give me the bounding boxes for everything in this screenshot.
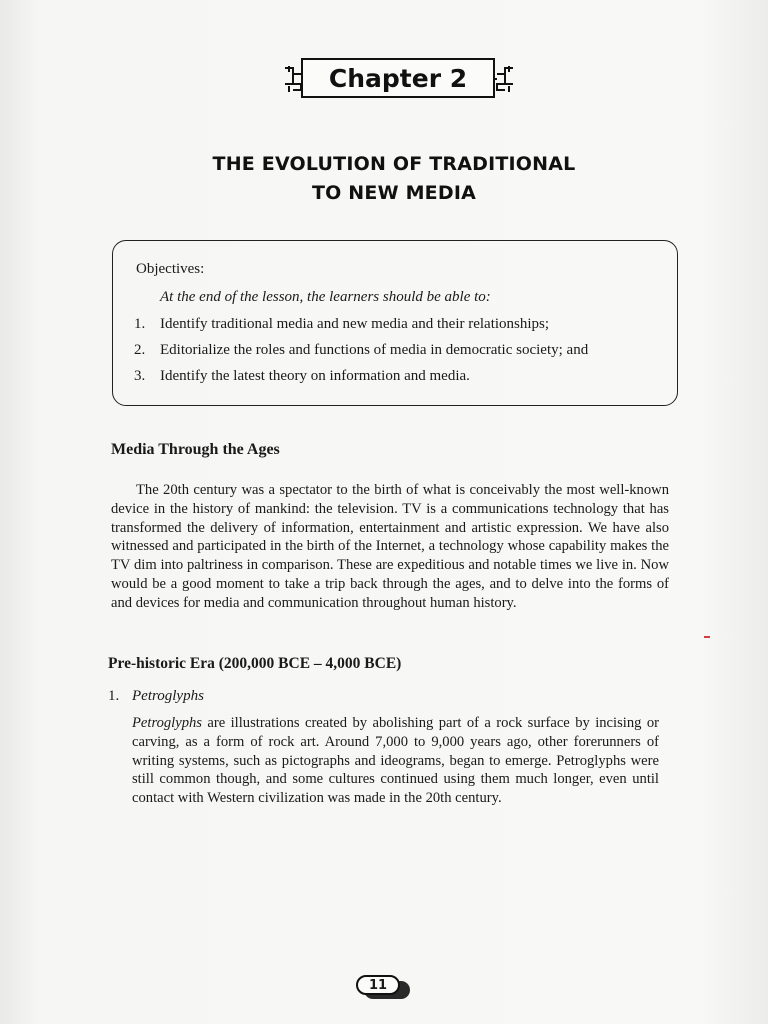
chapter-title-line-2: TO NEW MEDIA [311,182,476,204]
objective-text: Identify the latest theory on information and media. [160,368,470,384]
edge-mark [704,636,710,638]
objective-text: Identify traditional media and new media and their relationships; [160,316,550,332]
section-heading: Media Through the Ages [111,441,280,458]
item-paragraph-text: are illustrations created by abolishing part of a rock surface by incising or carving, as a form of rock art. Around 7,000 to 9,000 years ago, other forerunners of writing systems, such as pictographs and ideograms, began to emerge. Petroglyphs were still common though, and some cultures continued using them much longer, even until contact with Western civilization was made in the 20th century. [132,715,659,807]
chapter-title-line-1: THE EVOLUTION OF TRADITIONAL [212,153,576,175]
section-paragraph-text: The 20th century was a spectator to the birth of what is conceivably the most well-known device in the history of mankind: the television. TV is a communications technology that has transformed the delivery of information, entertainment and artistic expression. We have also witnessed and participated in the birth of the Internet, a technology whose capability makes the TV dim into paltriness in comparison. These are expeditious and notable times we live in. Now would be a good moment to take a trip back through the ages, and to delve into the forms of and devices for media and communication throughout human history. [111,482,669,611]
chapter-banner [283,58,515,100]
objective-item [134,342,588,359]
objectives-intro: At the end of the lesson, the learners should be able to: [160,289,491,305]
page-number-badge [352,975,412,999]
objective-number: 1. [134,316,146,332]
item-term: Petroglyphs [132,715,202,731]
item-heading [108,688,204,705]
objective-number: 2. [134,342,146,358]
subsection-heading: Pre-historic Era (200,000 BCE – 4,000 BCE) [108,655,402,672]
chapter-label-box [301,58,495,98]
objectives-box [112,240,678,406]
chapter-title [150,150,638,208]
item-number: 1. [108,688,120,704]
objectives-heading: Objectives: [136,261,205,277]
section-paragraph [111,481,669,613]
objective-item [134,368,470,385]
objective-text: Editorialize the roles and functions of media in democratic society; and [160,342,589,358]
item-title: Petroglyphs [132,688,204,704]
ornament-right-icon [493,64,515,94]
chapter-label: Chapter 2 [328,63,468,93]
objective-number: 3. [134,368,146,384]
item-paragraph [132,714,659,808]
objective-item [134,316,549,333]
page-number: 11 [356,975,400,995]
